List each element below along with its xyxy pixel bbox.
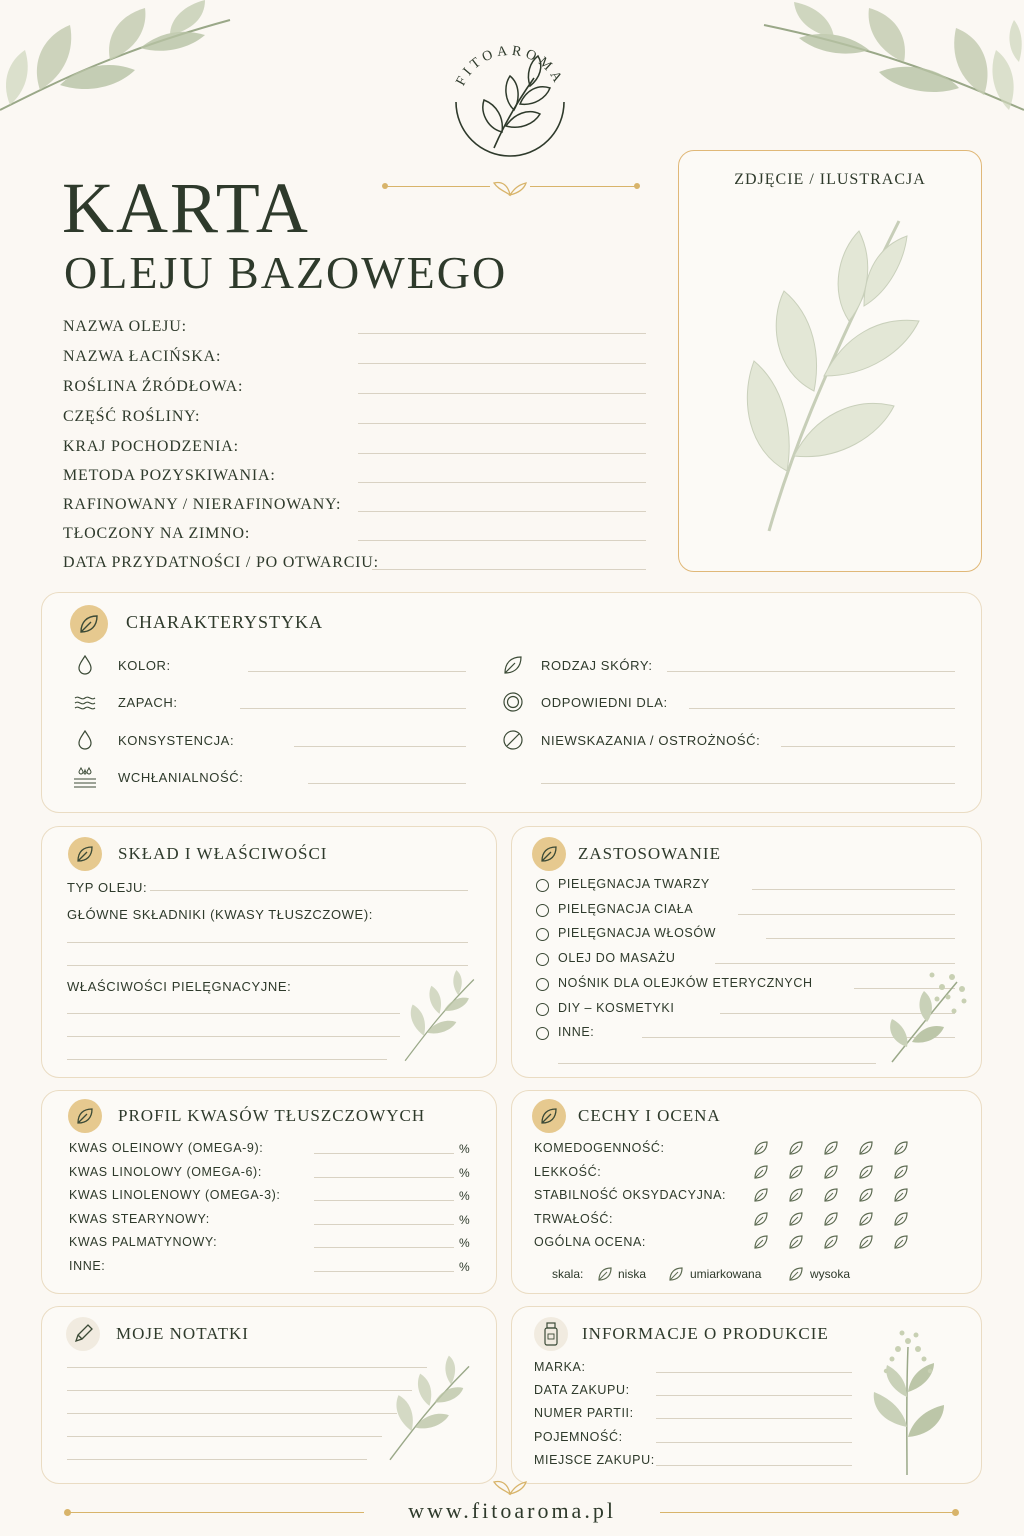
leaf-icon: [532, 837, 566, 871]
fatty-acids-title: PROFIL KWASÓW TŁUSZCZOWYCH: [118, 1106, 426, 1125]
field-label: ROŚLINA ŹRÓDŁOWA:: [63, 378, 244, 395]
fatty-acid-line[interactable]: [314, 1153, 454, 1154]
usage-radio[interactable]: [536, 1003, 549, 1016]
usage-option-label: PIELĘGNACJA WŁOSÓW: [558, 926, 717, 941]
field-line[interactable]: [358, 423, 646, 424]
drop-icon: [72, 727, 98, 753]
footer-dot-right: [952, 1509, 959, 1516]
field-label: CZĘŚĆ ROŚLINY:: [63, 408, 201, 425]
rating-leaf-icon[interactable]: [857, 1139, 875, 1157]
notes-line-5[interactable]: [67, 1459, 367, 1460]
logo-text: FITOAROMA: [453, 43, 567, 89]
field-label: METODA POZYSKIWANIA:: [63, 467, 276, 484]
field-line[interactable]: [358, 540, 646, 541]
characteristic-line[interactable]: [294, 746, 466, 747]
drop-icon: [72, 652, 98, 678]
field-line[interactable]: [358, 333, 646, 334]
corner-foliage-right: [744, 0, 1024, 135]
divider-leaf-icon: [490, 175, 530, 197]
characteristic-label: KOLOR:: [118, 658, 171, 673]
rating-leaf-icon[interactable]: [892, 1139, 910, 1157]
usage-option-label: DIY – KOSMETYKI: [558, 1000, 675, 1015]
field-line[interactable]: [358, 511, 646, 512]
characteristic-line[interactable]: [667, 671, 955, 672]
leaf-icon: [500, 652, 526, 678]
percent-sign: %: [459, 1142, 470, 1156]
oil-type-line[interactable]: [150, 890, 468, 891]
rating-label: KOMEDOGENNOŚĆ:: [534, 1141, 665, 1155]
fatty-acids-badge: [68, 1099, 102, 1133]
rating-leaf-icon[interactable]: [787, 1139, 805, 1157]
characteristic-line[interactable]: [781, 746, 955, 747]
rating-label: TRWAŁOŚĆ:: [534, 1211, 614, 1226]
rating-leaf-icon[interactable]: [752, 1186, 770, 1204]
usage-radio[interactable]: [536, 1027, 549, 1040]
characteristic-line-extra[interactable]: [541, 783, 955, 784]
usage-option-label: PIELĘGNACJA CIAŁA: [558, 901, 694, 916]
composition-badge: [68, 837, 102, 871]
care-properties-line-1[interactable]: [67, 1013, 400, 1014]
fatty-acid-line[interactable]: [314, 1271, 454, 1272]
characteristic-line[interactable]: [308, 783, 466, 784]
rating-leaf-icon[interactable]: [752, 1139, 770, 1157]
product-field-line[interactable]: [656, 1372, 852, 1373]
fatty-acid-line[interactable]: [314, 1177, 454, 1178]
gold-divider-dot-right: [634, 183, 640, 189]
scale-low: niska: [618, 1267, 647, 1281]
percent-sign: %: [459, 1165, 470, 1180]
rating-leaf-icon[interactable]: [822, 1186, 840, 1204]
field-line[interactable]: [358, 393, 646, 394]
field-line[interactable]: [358, 482, 646, 483]
rating-leaf-icon[interactable]: [822, 1163, 840, 1181]
fatty-acid-line[interactable]: [314, 1247, 454, 1248]
field-label: NAZWA ŁACIŃSKA:: [63, 348, 222, 365]
characteristic-line[interactable]: [240, 708, 466, 709]
rating-leaf-icon[interactable]: [892, 1163, 910, 1181]
field-label: KRAJ POCHODZENIA:: [63, 438, 239, 455]
fatty-acid-label: KWAS STEARYNOWY:: [69, 1211, 210, 1226]
scale-medium: umiarkowana: [690, 1267, 762, 1281]
characteristics-title: CHARAKTERYSTYKA: [126, 612, 324, 632]
ingredients-line-1[interactable]: [67, 942, 468, 943]
waves-icon: [72, 689, 98, 715]
characteristic-label: ZAPACH:: [118, 695, 178, 710]
field-label: TŁOCZONY NA ZIMNO:: [63, 525, 251, 542]
oil-type-label: TYP OLEJU:: [67, 880, 148, 895]
sprig-decoration: [392, 967, 487, 1067]
gold-divider-dot-left: [382, 183, 388, 189]
usage-card: [511, 826, 982, 1078]
rating-leaf-icon[interactable]: [752, 1210, 770, 1228]
bottle-badge: [534, 1317, 568, 1351]
notes-line-3[interactable]: [67, 1413, 397, 1414]
characteristics-card: [41, 592, 982, 813]
percent-sign: %: [459, 1212, 470, 1227]
rating-leaf-icon[interactable]: [822, 1139, 840, 1157]
berries-sprig-decoration: [862, 1327, 952, 1477]
care-properties-line-3[interactable]: [67, 1059, 387, 1060]
fatty-acid-label: KWAS PALMATYNOWY:: [69, 1235, 218, 1250]
notes-card: [41, 1306, 497, 1484]
scale-high: wysoka: [810, 1267, 851, 1281]
leaf-icon: [68, 1099, 102, 1133]
rating-leaf-icon[interactable]: [822, 1210, 840, 1228]
rating-leaf-icon[interactable]: [857, 1210, 875, 1228]
fatty-acid-line[interactable]: [314, 1200, 454, 1201]
usage-line[interactable]: [715, 963, 955, 964]
rating-leaf-icon[interactable]: [892, 1210, 910, 1228]
rating-leaf-icon[interactable]: [787, 1163, 805, 1181]
rating-leaf-icon[interactable]: [857, 1163, 875, 1181]
usage-radio[interactable]: [536, 978, 549, 991]
logo: [442, 30, 578, 160]
fatty-acid-label: INNE:: [69, 1259, 106, 1273]
svg-text:FITOAROMA: [454, 44, 567, 89]
absorption-icon: [72, 764, 98, 790]
usage-title: ZASTOSOWANIE: [578, 844, 721, 863]
composition-title: SKŁAD I WŁAŚCIWOŚCI: [118, 844, 328, 863]
usage-option-label: OLEJ DO MASAŻU: [558, 951, 676, 966]
field-line[interactable]: [372, 569, 646, 570]
leaf-icon: [70, 605, 108, 643]
notes-title: MOJE NOTATKI: [116, 1324, 249, 1343]
ratings-card: [511, 1090, 982, 1294]
rating-leaf-icon[interactable]: [752, 1233, 770, 1251]
care-properties-label: WŁAŚCIWOŚCI PIELĘGNACYJNE:: [67, 979, 292, 994]
website-link[interactable]: www.fitoaroma.pl: [408, 1498, 616, 1523]
photo-box-label: ZDJĘCIE / ILUSTRACJA: [734, 171, 926, 188]
ratings-title: CECHY I OCENA: [578, 1106, 721, 1125]
footer-leaf-icon: [490, 1474, 530, 1496]
prohibited-icon: [500, 727, 526, 753]
footer-line-left: [68, 1512, 364, 1513]
ingredients-line-2[interactable]: [67, 965, 468, 966]
scale-medium-leaf-icon: [667, 1265, 685, 1283]
photo-box[interactable]: [678, 150, 982, 572]
fatty-acid-line[interactable]: [314, 1224, 454, 1225]
rating-leaf-icon[interactable]: [892, 1186, 910, 1204]
product-field-line[interactable]: [656, 1418, 852, 1419]
bottle-icon: [534, 1317, 568, 1351]
scale-high-leaf-icon: [787, 1265, 805, 1283]
product-field-label: MARKA:: [534, 1360, 586, 1374]
leaf-illustration: [729, 211, 939, 541]
footer-dot-left: [64, 1509, 71, 1516]
characteristic-label: ODPOWIEDNI DLA:: [541, 695, 668, 710]
composition-card: [41, 826, 497, 1078]
rating-leaf-icon[interactable]: [822, 1233, 840, 1251]
fatty-acid-label: KWAS LINOLOWY (OMEGA-6):: [69, 1164, 262, 1179]
usage-line[interactable]: [766, 938, 955, 939]
usage-option-label: PIELĘGNACJA TWARZY: [558, 877, 710, 891]
usage-badge: [532, 837, 566, 871]
field-label: RAFINOWANY / NIERAFINOWANY:: [63, 496, 342, 513]
leaf-icon: [68, 837, 102, 871]
characteristic-label: RODZAJ SKÓRY:: [541, 658, 653, 673]
characteristic-line[interactable]: [689, 708, 955, 709]
fatty-acid-label: KWAS OLEINOWY (OMEGA-9):: [69, 1141, 264, 1155]
usage-line[interactable]: [752, 889, 955, 890]
usage-radio[interactable]: [536, 953, 549, 966]
scale-low-leaf-icon: [596, 1265, 614, 1283]
rating-leaf-icon[interactable]: [857, 1186, 875, 1204]
berries-sprig-decoration: [882, 967, 972, 1067]
footer-line-right: [660, 1512, 956, 1513]
usage-option-label: INNE:: [558, 1025, 595, 1040]
field-label: DATA PRZYDATNOŚCI / PO OTWARCIU:: [63, 554, 379, 571]
fatty-acids-card: [41, 1090, 497, 1294]
scale-label: skala:: [552, 1267, 584, 1281]
field-label: NAZWA OLEJU:: [63, 318, 187, 335]
product-field-label: NUMER PARTII:: [534, 1406, 634, 1421]
product-field-label: DATA ZAKUPU:: [534, 1383, 630, 1398]
percent-sign: %: [459, 1260, 470, 1274]
characteristic-line[interactable]: [248, 671, 466, 672]
care-properties-line-2[interactable]: [67, 1036, 400, 1037]
usage-radio[interactable]: [536, 904, 549, 917]
characteristic-label: WCHŁANIALNOŚĆ:: [118, 770, 244, 785]
usage-radio[interactable]: [536, 879, 549, 892]
fatty-acid-label: KWAS LINOLENOWY (OMEGA-3):: [69, 1188, 281, 1203]
product-field-line[interactable]: [656, 1442, 852, 1443]
rating-leaf-icon[interactable]: [787, 1210, 805, 1228]
sprig-decoration: [382, 1352, 477, 1467]
product-field-label: MIEJSCE ZAKUPU:: [534, 1452, 655, 1467]
product-info-title: INFORMACJE O PRODUKCIE: [582, 1324, 829, 1343]
rating-leaf-icon[interactable]: [892, 1233, 910, 1251]
characteristic-label: KONSYSTENCJA:: [118, 733, 235, 748]
leaf-icon: [532, 1099, 566, 1133]
rating-leaf-icon[interactable]: [752, 1163, 770, 1181]
notes-line-1[interactable]: [67, 1367, 427, 1368]
usage-line[interactable]: [738, 914, 955, 915]
rating-leaf-icon[interactable]: [857, 1233, 875, 1251]
page-title: KARTA: [62, 168, 310, 248]
product-field-line[interactable]: [656, 1395, 852, 1396]
percent-sign: %: [459, 1236, 470, 1251]
notes-line-4[interactable]: [67, 1436, 382, 1437]
product-field-label: POJEMNOŚĆ:: [534, 1429, 623, 1444]
page-subtitle: OLEJU BAZOWEGO: [64, 247, 508, 298]
usage-line-extra[interactable]: [558, 1063, 876, 1064]
target-icon: [500, 689, 526, 715]
pencil-icon: [66, 1317, 100, 1351]
ratings-badge: [532, 1099, 566, 1133]
notes-line-2[interactable]: [67, 1390, 412, 1391]
corner-foliage-left: [0, 0, 240, 130]
usage-radio[interactable]: [536, 928, 549, 941]
ingredients-label: GŁÓWNE SKŁADNIKI (KWASY TŁUSZCZOWE):: [67, 907, 373, 922]
characteristics-badge: [70, 605, 108, 643]
usage-option-label: NOŚNIK DLA OLEJKÓW ETERYCZNYCH: [558, 975, 813, 990]
product-field-line[interactable]: [656, 1465, 852, 1466]
field-line[interactable]: [358, 453, 646, 454]
percent-sign: %: [459, 1189, 470, 1204]
rating-label: STABILNOŚĆ OKSYDACYJNA:: [534, 1188, 727, 1203]
characteristic-label: NIEWSKAZANIA / OSTROŻNOŚĆ:: [541, 733, 761, 748]
rating-leaf-icon[interactable]: [787, 1233, 805, 1251]
product-info-card: [511, 1306, 982, 1484]
logo-emblem-icon: [442, 30, 578, 160]
rating-label: OGÓLNA OCENA:: [534, 1235, 646, 1250]
rating-label: LEKKOŚĆ:: [534, 1164, 602, 1179]
field-line[interactable]: [358, 363, 646, 364]
rating-leaf-icon[interactable]: [787, 1186, 805, 1204]
pencil-badge: [66, 1317, 100, 1351]
